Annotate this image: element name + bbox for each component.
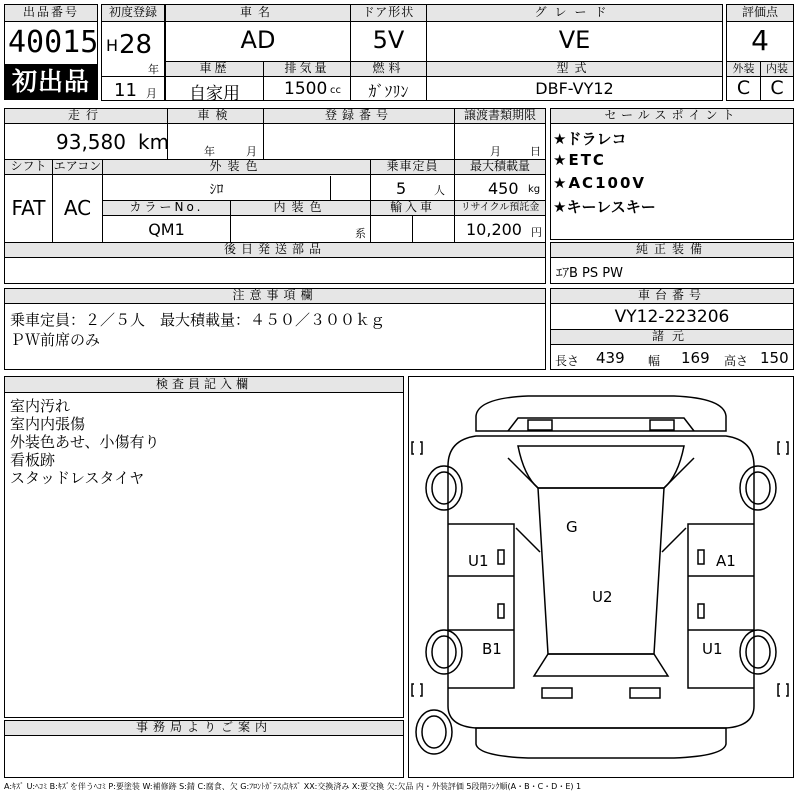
era-letter: H [106, 36, 119, 55]
exterior-grade-label: 外装 [727, 62, 760, 77]
sales-point-item: ★ドラレコ [553, 130, 627, 148]
mark-a1-right: A1 [716, 552, 736, 570]
roof [538, 488, 664, 654]
fuel-label: 燃料 [351, 62, 426, 77]
width-label: 幅 [648, 354, 661, 368]
chassis-value: VY12-223206 [614, 307, 730, 327]
model-label: 型式 [427, 62, 722, 77]
transfer-label: 譲渡書類期限 [455, 109, 545, 124]
color-no-value: QM1 [148, 220, 185, 239]
left-front-handle [498, 550, 504, 564]
color-no-label: カラーNo. [103, 201, 230, 216]
door-type: 5V [372, 26, 405, 54]
exterior-grade: C [736, 77, 751, 99]
windshield [518, 446, 684, 488]
car-name-label: 車名 [166, 5, 350, 22]
headlight-left [528, 420, 552, 430]
right-rear-handle [698, 604, 704, 618]
dims-label: 諸元 [551, 330, 793, 345]
mileage-value: 93,580 [56, 130, 126, 154]
shift-value: FAT [11, 196, 46, 220]
front-bumper [476, 396, 726, 431]
fuel-value: ｶﾞｿﾘﾝ [368, 82, 409, 101]
mark-b1-left: B1 [482, 640, 502, 658]
first-listing-badge: 初出品 [5, 64, 97, 99]
notes-line-1: 乗車定員：２／５人 最大積載量：４５０／３００ｋｇ [10, 311, 386, 329]
genuine-value: ｴｱB PS PW [556, 266, 623, 281]
taillight-right [630, 688, 660, 698]
int-color-label: 内装色 [231, 201, 370, 216]
grade-label: グレード [427, 5, 722, 22]
import-label: 輸入車 [371, 201, 454, 216]
length-value: 439 [596, 349, 625, 367]
capacity-label: 乗車定員 [371, 160, 454, 175]
score-value: 4 [751, 24, 769, 57]
history-value: 自家用 [189, 84, 240, 104]
interior-grade: C [770, 77, 784, 99]
sales-point-item: ★ETC [553, 151, 606, 169]
door-label: ドア形状 [351, 5, 426, 22]
lot-label: 出品番号 [5, 5, 97, 22]
year-unit: 年 [148, 63, 159, 76]
inspection-label: 車検 [168, 109, 263, 124]
rear-window [534, 654, 668, 676]
ac-value: AC [63, 196, 92, 220]
transfer-month-unit: 月 [490, 145, 501, 158]
recycle-value: 10,200 [466, 220, 522, 239]
car-diagram [408, 376, 794, 778]
chassis-label: 車台番号 [551, 289, 793, 304]
sales-point-item: ★キーレスキー [553, 198, 656, 216]
later-parts-label: 後日発送部品 [5, 243, 545, 258]
capacity-unit: 人 [434, 184, 445, 197]
notes-label: 注意事項欄 [5, 289, 545, 304]
history-label: 車歴 [166, 62, 263, 77]
ext-color-label: 外装色 [103, 160, 370, 175]
mark-u2-center: U2 [592, 588, 613, 606]
genuine-label: 純正装備 [551, 243, 793, 258]
shift-label: シフト [5, 160, 52, 175]
sales-point-item: ★AC100V [553, 174, 646, 192]
inspection-month-unit: 月 [246, 145, 257, 158]
inspector-line: 室内汚れ [10, 397, 71, 415]
inspector-line: 室内内張傷 [10, 415, 86, 433]
sales-points-label: セールスポイント [551, 109, 793, 124]
mark-g: G [566, 518, 578, 536]
first-reg-label: 初度登録 [102, 5, 164, 22]
footer-legend: A:ｷｽﾞ U:ﾍｺﾐ B:ｷｽﾞを伴うﾍｺﾐ P:要塗装 W:補修跡 S:錆 C:腐食、欠 G:ﾌﾛﾝﾄｶﾞﾗｽ点ｷｽﾞ XX:交換済み X:要交換 欠:欠品 内・外装評価 5段階ﾗﾝｸ順(A・B・C・D・E) 1 [4, 782, 582, 791]
car-name: AD [240, 26, 276, 54]
grade-value: VE [558, 26, 591, 54]
width-value: 169 [681, 349, 710, 367]
inspection-year-unit: 年 [204, 145, 215, 158]
displacement-value: 1500 [284, 79, 328, 99]
reg-no-label: 登録番号 [264, 109, 454, 124]
max-load-value: 450 [488, 179, 519, 198]
inspector-line: 看板跡 [10, 451, 56, 469]
body-outline [448, 436, 754, 728]
transfer-day-unit: 日 [530, 145, 541, 158]
reg-month: 11 [114, 80, 137, 101]
notes-line-2: ＰＷ前席のみ [10, 331, 101, 349]
mark-u1-right: U1 [702, 640, 723, 658]
int-color-suffix: 系 [355, 227, 366, 240]
ext-color-value: ｼﾛ [209, 182, 224, 198]
recycle-unit: 円 [531, 226, 542, 239]
height-value: 150 [760, 349, 789, 367]
length-label: 長さ [555, 354, 580, 368]
height-label: 高さ [724, 354, 749, 368]
score-label: 評価点 [727, 5, 793, 22]
inspector-label: 検査員記入欄 [5, 377, 403, 393]
displacement-unit: cc [330, 85, 341, 96]
taillight-left [542, 688, 572, 698]
interior-grade-label: 内装 [761, 62, 793, 77]
office-label: 事務局よりご案内 [5, 721, 403, 736]
model-value: DBF-VY12 [535, 79, 614, 98]
inspector-line: 外装色あせ、小傷有り [10, 433, 160, 451]
displacement-label: 排気量 [264, 62, 350, 77]
era-year: 28 [119, 30, 153, 60]
max-load-label: 最大積載量 [455, 160, 545, 175]
max-load-unit: kg [528, 184, 541, 195]
headlight-right [650, 420, 674, 430]
recycle-label: リサイクル預託金 [455, 201, 545, 216]
mileage-unit: km [138, 130, 170, 154]
rear-bumper [476, 728, 726, 758]
ac-label: エアコン [53, 159, 102, 173]
left-rear-handle [498, 604, 504, 618]
inspector-line: スタッドレスタイヤ [10, 469, 145, 487]
mark-u1-left: U1 [468, 552, 489, 570]
lot-number: 40015 [8, 25, 99, 60]
capacity-value: 5 [396, 179, 407, 198]
month-unit: 月 [146, 87, 157, 100]
mileage-label: 走行 [5, 109, 167, 124]
right-front-handle [698, 550, 704, 564]
